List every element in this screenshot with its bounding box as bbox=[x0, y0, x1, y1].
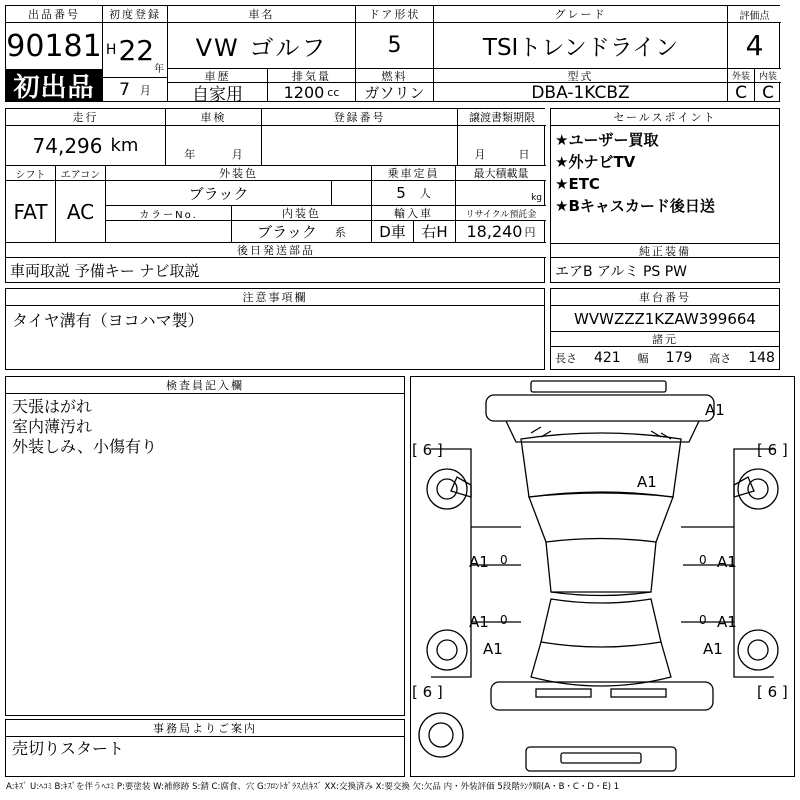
later-parts-value: 車両取説 予備キー ナビ取説 bbox=[10, 262, 200, 280]
history-label: 車歴 bbox=[168, 69, 268, 83]
capacity-cell bbox=[372, 181, 456, 206]
inspector-note-line: 天張はがれ bbox=[12, 397, 93, 416]
grade-label: グレード bbox=[434, 6, 728, 23]
sales-points-label: セールスポイント bbox=[551, 109, 779, 126]
model-value: DBA-1KCBZ bbox=[434, 83, 728, 102]
fuel-label: 燃料 bbox=[356, 69, 434, 83]
damage-mark: A1 bbox=[637, 473, 657, 491]
damage-mark: A1 bbox=[483, 640, 503, 658]
dims-row bbox=[551, 347, 779, 369]
length-label: 長さ bbox=[555, 352, 577, 365]
score-label: 評価点 bbox=[728, 6, 781, 23]
import-label: 輸入車 bbox=[372, 206, 456, 221]
exterior-score: C bbox=[728, 83, 755, 102]
exterior-color-value: ブラック bbox=[106, 181, 332, 206]
vin-section bbox=[550, 288, 780, 370]
sales-point-item: ★ETC bbox=[555, 175, 600, 193]
first-listing-badge: 初出品 bbox=[6, 69, 103, 102]
registration-month-unit: 月 bbox=[139, 84, 151, 97]
height-value: 148 bbox=[748, 350, 775, 366]
interior-score-label: 内装 bbox=[755, 69, 781, 83]
registration-era: H bbox=[105, 42, 117, 58]
zero-mark: 0 bbox=[699, 613, 707, 627]
fuel-value: ガソリン bbox=[356, 83, 434, 102]
color-no-value bbox=[106, 221, 232, 243]
registration-year: 22 bbox=[118, 33, 155, 67]
later-parts-label: 後日発送部品 bbox=[6, 243, 546, 258]
registration-year-cell bbox=[103, 23, 168, 78]
score-value: 4 bbox=[728, 23, 781, 69]
transfer-month-unit: 月 bbox=[474, 147, 486, 161]
tire-tread-mark: [ 6 ] bbox=[757, 683, 788, 701]
damage-mark: A1 bbox=[469, 553, 489, 571]
inspector-note-line: 外装しみ、小傷有り bbox=[12, 437, 157, 456]
import-drive: D車 bbox=[372, 221, 414, 243]
shift-label: シフト bbox=[6, 166, 56, 181]
exterior-score-label: 外装 bbox=[728, 69, 755, 83]
inspector-notes bbox=[12, 397, 157, 457]
transfer-label: 譲渡書類期限 bbox=[458, 109, 546, 126]
lot-label: 出品番号 bbox=[6, 6, 103, 23]
sales-points-section bbox=[550, 108, 780, 283]
load-label: 最大積載量 bbox=[456, 166, 546, 181]
legend: A:ｷｽﾞ U:ﾍｺﾐ B:ｷｽﾞを伴うﾍｺﾐ P:要塗装 W:補修跡 S:錆 C:腐食、穴 G:ﾌﾛﾝﾄｶﾞﾗｽ点ｷｽﾞ XX:交換済み X:要交換 欠:欠品 内・外装評価 5段階ﾗﾝｸ順(A・B・C・D・E) 1 bbox=[6, 782, 620, 792]
vin-label: 車台番号 bbox=[551, 289, 779, 306]
damage-mark: A1 bbox=[705, 401, 725, 419]
notes-section bbox=[5, 288, 545, 370]
width-label: 幅 bbox=[637, 352, 649, 365]
office-section bbox=[5, 719, 405, 777]
color-no-label: カラーNo. bbox=[106, 206, 232, 221]
door-label: ドア形状 bbox=[356, 6, 434, 23]
width-value: 179 bbox=[665, 350, 693, 366]
mileage-value: 74,296 bbox=[32, 133, 103, 158]
load-cell bbox=[456, 181, 546, 206]
import-steering: 右H bbox=[414, 221, 456, 243]
mileage-unit: km bbox=[110, 135, 139, 156]
capacity-unit: 人 bbox=[419, 187, 431, 200]
dims-label: 諸元 bbox=[551, 332, 779, 347]
ac-label: エアコン bbox=[56, 166, 106, 181]
damage-mark: A1 bbox=[703, 640, 723, 658]
sales-points-list bbox=[555, 129, 715, 217]
inspector-section bbox=[5, 376, 405, 716]
inspection-month-unit: 月 bbox=[231, 147, 243, 161]
tire-tread-mark: [ 6 ] bbox=[412, 441, 443, 459]
damage-mark: A1 bbox=[717, 553, 737, 571]
length-value: 421 bbox=[593, 350, 621, 366]
interior-color-cell bbox=[232, 221, 372, 243]
recycle-value: 18,240 bbox=[466, 222, 523, 241]
load-unit: kg bbox=[531, 193, 542, 203]
options-value: エアB アルミ PS PW bbox=[555, 263, 688, 280]
inspection-year-unit: 年 bbox=[184, 147, 196, 161]
zero-mark: 0 bbox=[500, 613, 508, 627]
interior-score: C bbox=[762, 83, 774, 102]
office-label: 事務局よりご案内 bbox=[6, 720, 404, 737]
interior-color-value: ブラック bbox=[257, 223, 317, 241]
inspector-note-line: 室内薄汚れ bbox=[12, 417, 93, 436]
first-registration-label: 初度登録 bbox=[103, 6, 168, 23]
displacement-cell bbox=[268, 83, 356, 102]
inspection-cell bbox=[166, 126, 262, 166]
ac-value: AC bbox=[56, 181, 106, 243]
capacity-value: 5 bbox=[396, 184, 406, 202]
top-section bbox=[5, 5, 780, 102]
car-name: VW ゴルフ bbox=[168, 23, 356, 69]
sales-point-item: ★ユーザー買取 bbox=[555, 131, 659, 149]
displacement-unit: cc bbox=[327, 86, 340, 99]
details-section bbox=[5, 108, 545, 283]
office-value: 売切りスタート bbox=[12, 739, 125, 758]
car-diagram bbox=[410, 376, 795, 777]
plate-value bbox=[262, 126, 458, 166]
registration-month: 7 bbox=[119, 80, 130, 100]
mileage-cell bbox=[6, 126, 166, 166]
notes-label: 注意事項欄 bbox=[6, 289, 544, 306]
inspector-label: 検査員記入欄 bbox=[6, 377, 404, 394]
transfer-cell bbox=[458, 126, 546, 166]
door-value: 5 bbox=[356, 23, 434, 69]
tire-tread-mark: [ 6 ] bbox=[757, 441, 788, 459]
registration-year-unit: 年 bbox=[154, 64, 165, 75]
damage-mark: A1 bbox=[469, 613, 489, 631]
recycle-unit: 円 bbox=[524, 225, 536, 239]
car-outline-drawing bbox=[411, 377, 794, 776]
grade-value: TSIトレンドライン bbox=[434, 23, 728, 69]
plate-label: 登録番号 bbox=[262, 109, 458, 126]
displacement-value: 1200 bbox=[283, 83, 325, 102]
options-label: 純正装備 bbox=[551, 243, 779, 258]
height-label: 高さ bbox=[709, 352, 732, 365]
recycle-cell bbox=[456, 221, 546, 243]
mileage-label: 走行 bbox=[6, 109, 166, 126]
transfer-day-unit: 日 bbox=[518, 147, 530, 161]
sales-point-item: ★外ナビTV bbox=[555, 153, 636, 171]
exterior-color-label: 外装色 bbox=[106, 166, 372, 181]
zero-mark: 0 bbox=[500, 553, 508, 567]
zero-mark: 0 bbox=[699, 553, 707, 567]
shift-value: FAT bbox=[6, 181, 56, 243]
interior-color-unit: 系 bbox=[334, 225, 346, 239]
lot-number: 90181 bbox=[6, 23, 103, 69]
interior-color-label: 内装色 bbox=[232, 206, 372, 221]
registration-month-cell bbox=[103, 78, 168, 102]
sales-point-item: ★Bキャスカード後日送 bbox=[555, 197, 715, 215]
displacement-label: 排気量 bbox=[268, 69, 356, 83]
tire-tread-mark: [ 6 ] bbox=[412, 683, 443, 701]
recycle-label: リサイクル預託金 bbox=[456, 206, 546, 221]
car-name-label: 車名 bbox=[168, 6, 356, 23]
damage-mark: A1 bbox=[717, 613, 737, 631]
capacity-label: 乗車定員 bbox=[372, 166, 456, 181]
vin-value: WVWZZZ1KZAW399664 bbox=[551, 306, 779, 332]
model-label: 型式 bbox=[434, 69, 728, 83]
notes-value: タイヤ溝有（ヨコハマ製） bbox=[12, 311, 204, 330]
exterior-color-extra bbox=[332, 181, 372, 206]
history-value: 自家用 bbox=[168, 83, 268, 102]
inspection-label: 車検 bbox=[166, 109, 262, 126]
